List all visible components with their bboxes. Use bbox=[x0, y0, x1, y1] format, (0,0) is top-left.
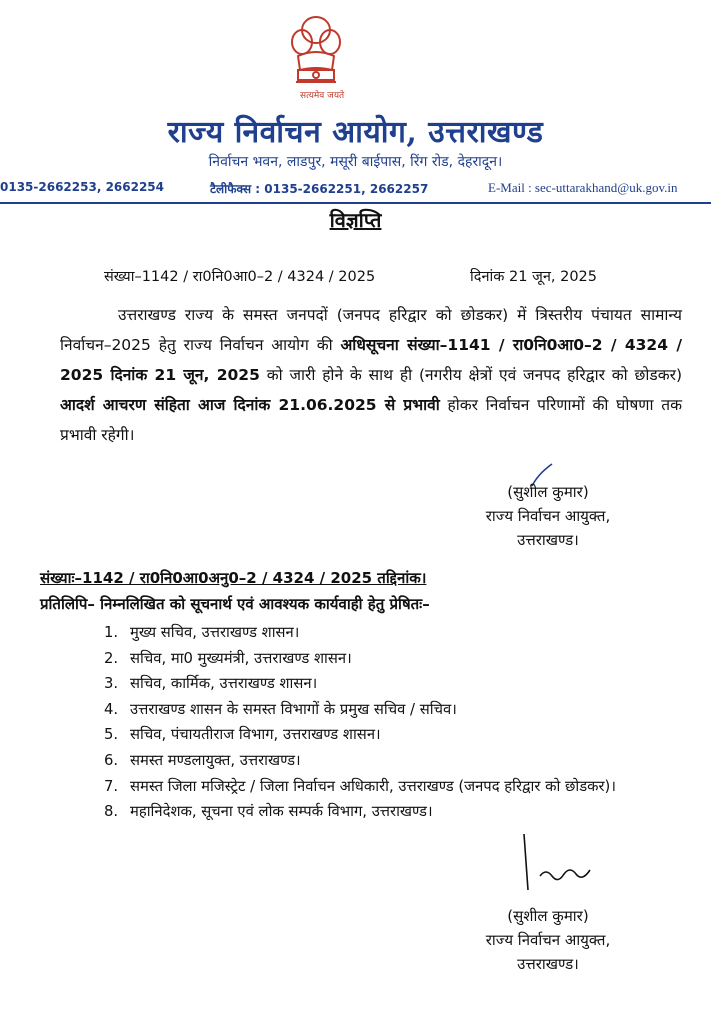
signature-block-1 bbox=[448, 480, 648, 552]
organization-title: राज्य निर्वाचन आयोग, उत्तराखण्ड bbox=[167, 115, 544, 150]
email-address: E-Mail : sec-uttarakhand@uk.gov.in bbox=[488, 180, 678, 195]
list-item: 1. मुख्य सचिव, उत्तराखण्ड शासन। bbox=[104, 624, 300, 641]
body-text-3: होकर निर्वाचन परिणामों की घोषणा तक प्रभावी रहेगी। bbox=[60, 396, 682, 444]
recipient-list bbox=[104, 620, 684, 825]
list-item: 4. उत्तराखण्ड शासन के समस्त विभागों के प्रमुख सचिव / सचिव। bbox=[104, 700, 457, 718]
code-of-conduct-statement: आदर्श आचरण संहिता आज दिनांक 21.06.2025 से प्रभावी bbox=[60, 396, 440, 414]
notice-body bbox=[60, 300, 682, 450]
notification-reference: अधिसूचना संख्या–1141 / रा0नि0आ0–2 / 4324 / 2025 दिनांक 21 जून, 2025 bbox=[60, 336, 682, 384]
list-item: 2. सचिव, मा0 मुख्यमंत्री, उत्तराखण्ड शासन। bbox=[104, 649, 352, 667]
body-text-1: उत्तराखण्ड राज्य के समस्त जनपदों (जनपद हरिद्वार को छोडकर) में त्रिस्तरीय पंचायत सामान्य निर्वाचन–2025 हेतु राज्य निर्वाचन आयोग की bbox=[60, 306, 682, 354]
list-item: 3. सचिव, कार्मिक, उत्तराखण्ड शासन। bbox=[104, 675, 318, 693]
organization-address: निर्वाचन भवन, लाडपुर, मसूरी बाईपास, रिंग रोड, देहरादून। bbox=[208, 154, 503, 170]
list-item: 6. समस्त मण्डलायुक्त, उत्तराखण्ड। bbox=[104, 751, 301, 769]
body-text-2: को जारी होने के साथ ही (नगरीय क्षेत्रों एवं जनपद हरिद्वार को छोडकर) bbox=[259, 366, 682, 384]
notice-title-text: विज्ञप्ति bbox=[329, 208, 382, 232]
phone-numbers: 0135-2662253, 2662254 bbox=[0, 180, 165, 194]
signatory-designation: राज्य निर्वाचन आयुक्त, bbox=[485, 931, 611, 949]
notice-title bbox=[0, 206, 711, 233]
copy-reference-number: संख्याः–1142 / रा0नि0आ0अनु0–2 / 4324 / 2025 तद्दिनांक। bbox=[40, 569, 427, 587]
signature-mark-2 bbox=[510, 830, 600, 900]
header-divider bbox=[0, 202, 711, 204]
list-item: 8. महानिदेशक, सूचना एवं लोक सम्पर्क विभाग, उत्तराखण्ड। bbox=[104, 803, 433, 821]
signatory-name: (सुशील कुमार) bbox=[507, 907, 589, 925]
copy-heading: प्रतिलिपि– निम्नलिखित को सूचनार्थ एवं आवश्यक कार्यवाही हेतु प्रेषितः– bbox=[40, 595, 430, 613]
motto-text: सत्यमेव जयते bbox=[300, 91, 345, 101]
signatory-designation: राज्य निर्वाचन आयुक्त, bbox=[485, 507, 611, 525]
signatory-state: उत्तराखण्ड। bbox=[517, 955, 579, 973]
reference-number: संख्या–1142 / रा0नि0आ0–2 / 4324 / 2025 bbox=[104, 269, 376, 285]
list-item: 5. सचिव, पंचायतीराज विभाग, उत्तराखण्ड शासन। bbox=[104, 726, 381, 744]
list-item: 7. समस्त जिला मजिस्ट्रेट / जिला निर्वाचन अधिकारी, उत्तराखण्ड (जनपद हरिद्वार को छोडकर)। bbox=[104, 777, 616, 795]
telefax-numbers: टैलीफैक्स : 0135-2662251, 2662257 bbox=[210, 182, 429, 196]
signature-block-2 bbox=[448, 904, 648, 976]
signatory-state: उत्तराखण्ड। bbox=[517, 531, 579, 549]
reference-date: दिनांक 21 जून, 2025 bbox=[470, 269, 597, 285]
signatory-name: (सुशील कुमार) bbox=[507, 483, 589, 501]
